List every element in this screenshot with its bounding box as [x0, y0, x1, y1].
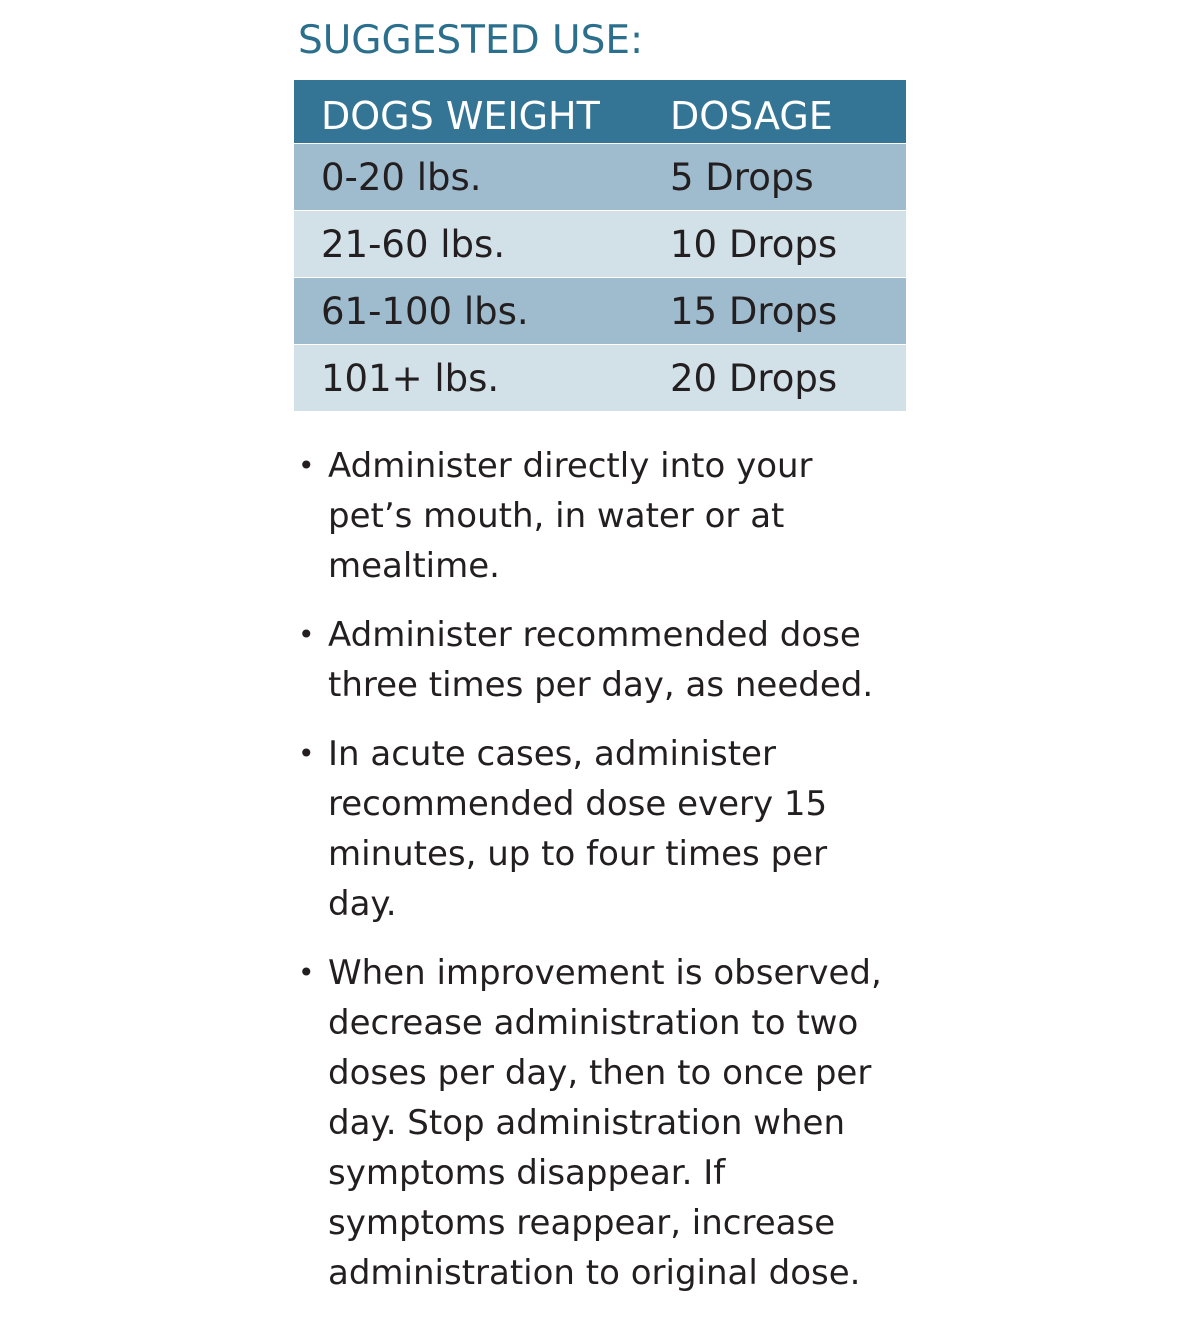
usage-instructions-list [298, 441, 898, 1317]
table-row [294, 277, 906, 344]
bullet-icon: • [298, 956, 315, 989]
instruction-text: In acute cases, administer recommended dose every 15 minutes, up to four times per day. [328, 734, 828, 924]
weight-cell: 101+ lbs. [321, 356, 500, 400]
dosage-cell: 5 Drops [670, 155, 814, 199]
list-item [298, 441, 898, 591]
instruction-text: Administer recommended dose three times per day, as needed. [328, 615, 874, 705]
weight-cell: 21-60 lbs. [321, 222, 506, 266]
bullet-icon: • [298, 449, 315, 482]
dosage-cell: 20 Drops [670, 356, 838, 400]
bullet-icon: • [298, 618, 315, 651]
column-header-dogs-weight: DOGS WEIGHT [321, 93, 600, 138]
instruction-text: Administer directly into your pet’s mouth, in water or at mealtime. [328, 446, 813, 586]
table-row [294, 210, 906, 277]
section-heading: SUGGESTED USE: [298, 18, 644, 63]
weight-cell: 0-20 lbs. [321, 155, 482, 199]
dosage-cell: 15 Drops [670, 289, 838, 333]
table-header-row [294, 80, 906, 143]
table-row [294, 143, 906, 210]
table-row [294, 344, 906, 411]
bullet-icon: • [298, 737, 315, 770]
instruction-text: When improvement is observed, decrease administration to two doses per day, then to once per day. Stop administration when symptoms disappear. If symptoms reappear, increase administration to original dose. [328, 953, 882, 1293]
list-item [298, 729, 898, 929]
weight-cell: 61-100 lbs. [321, 289, 529, 333]
dosage-table [294, 80, 906, 411]
dosage-cell: 10 Drops [670, 222, 838, 266]
list-item [298, 610, 898, 710]
list-item [298, 948, 898, 1298]
column-header-dosage: DOSAGE [670, 93, 833, 138]
